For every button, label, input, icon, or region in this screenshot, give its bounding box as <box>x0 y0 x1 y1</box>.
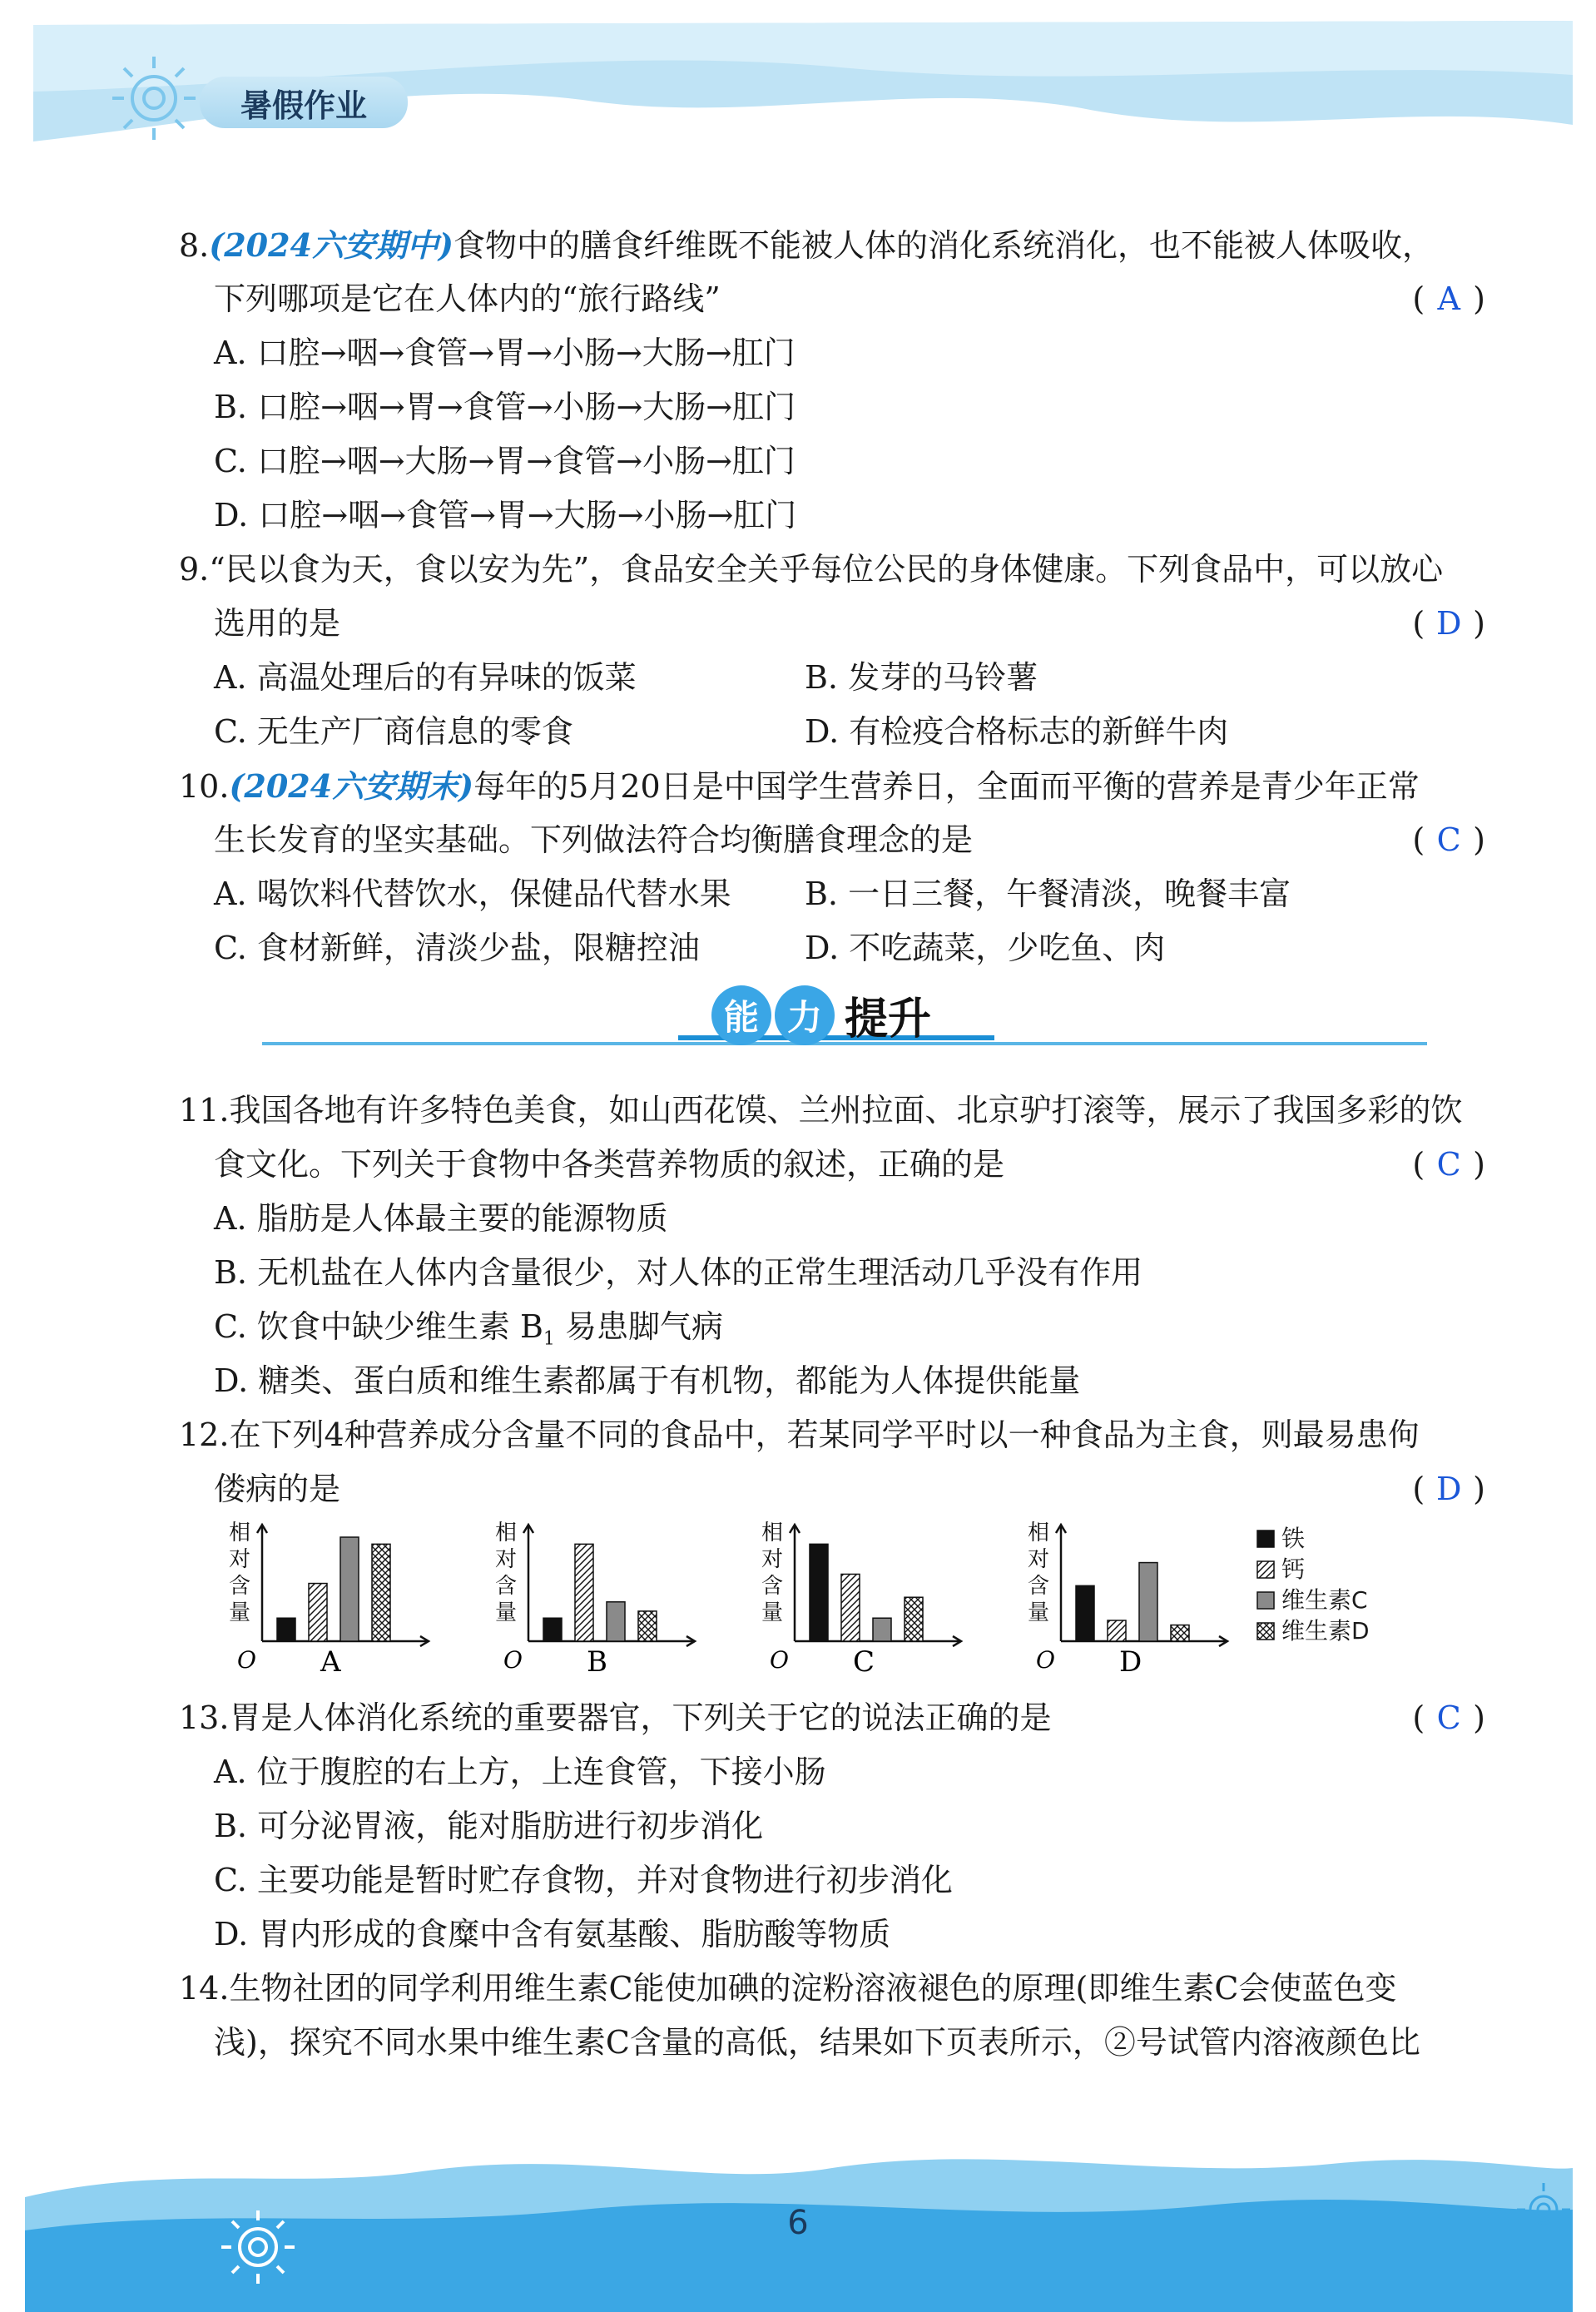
y-axis-label-char: 相 <box>761 1521 784 1545</box>
question-11-line2: 食文化。下列关于食物中各类营养物质的叙述，正确的是 ( C ) <box>179 1138 1485 1192</box>
option-row <box>179 651 1485 705</box>
answer-box: ( C ) <box>1412 1691 1485 1745</box>
option: A. 高温处理后的有异味的饭菜 <box>214 659 637 696</box>
panel-label: D <box>1119 1645 1142 1679</box>
section-title <box>179 984 1485 1075</box>
answer-value: D <box>1435 1471 1462 1507</box>
y-axis-label-char: 相 <box>1028 1521 1050 1545</box>
bar-铁 <box>277 1618 295 1641</box>
panel-label: B <box>587 1645 607 1679</box>
bar-铁 <box>810 1544 828 1641</box>
option: D. 糖类、蛋白质和维生素都属于有机物，都能为人体提供能量 <box>214 1362 1081 1399</box>
bar-铁 <box>543 1618 562 1641</box>
legend-label: 维生素D <box>1281 1617 1370 1645</box>
answer-value: C <box>1436 1699 1461 1736</box>
option: A. 喝饮料代替饮水，保健品代替水果 <box>214 876 731 912</box>
option: A. 口腔→咽→食管→胃→小肠→大肠→肛门 <box>214 335 796 371</box>
origin-label: O <box>237 1646 256 1674</box>
y-axis-label-char: 含 <box>495 1574 518 1599</box>
question-13-line1: 13.胃是人体消化系统的重要器官，下列关于它的说法正确的是 ( C ) <box>179 1691 1485 1745</box>
bar-维生素D <box>638 1611 657 1641</box>
y-axis-label-char: 含 <box>229 1574 251 1599</box>
legend-item <box>1256 1554 1370 1585</box>
answer-box: ( C ) <box>1412 1138 1485 1192</box>
legend-swatch <box>1257 1623 1274 1640</box>
origin-label: O <box>770 1646 789 1674</box>
bar-chart <box>495 1516 711 1683</box>
y-axis-label-char: 相 <box>495 1521 518 1545</box>
y-axis-label-char: 对 <box>1028 1547 1050 1572</box>
legend-label: 维生素C <box>1281 1586 1368 1614</box>
chart-legend <box>1256 1523 1370 1646</box>
y-axis-label-char: 对 <box>761 1547 784 1572</box>
y-axis-label-char: 量 <box>229 1600 251 1625</box>
question-14-line1: 14.生物社团的同学利用维生素C能使加碘的淀粉溶液褪色的原理(即维生素C会使蓝色变 <box>179 1970 1397 2007</box>
bar-钙 <box>841 1574 860 1641</box>
source-tag: (2024六安期中) <box>209 226 454 264</box>
answer-value: C <box>1436 821 1461 858</box>
y-axis-label-char: 含 <box>761 1574 784 1599</box>
option: B. 口腔→咽→胃→食管→小肠→大肠→肛门 <box>214 389 796 425</box>
option: D. 口腔→咽→食管→胃→大肠→小肠→肛门 <box>214 497 797 533</box>
y-axis-label-char: 含 <box>1028 1574 1050 1599</box>
bar-chart <box>761 1516 978 1683</box>
section-badge: 力 <box>775 985 835 1045</box>
option: A. 位于腹腔的右上方，上连食管，下接小肠 <box>214 1754 826 1790</box>
option: C. 口腔→咽→大肠→胃→食管→小肠→肛门 <box>214 443 796 479</box>
header-label: 暑假作业 <box>200 77 408 128</box>
option: B. 可分泌胃液，能对脂肪进行初步消化 <box>214 1808 764 1844</box>
option: B. 无机盐在人体内含量很少，对人体的正常生理活动几乎没有作用 <box>214 1254 1143 1291</box>
option: C. 饮食中缺少维生素 $B_1$ 易患脚气病 <box>214 1308 723 1350</box>
origin-label: O <box>1036 1646 1055 1674</box>
question-14-line2: 浅)，探究不同水果中维生素C含量的高低，结果如下页表所示，②号试管内溶液颜色比 <box>214 2024 1420 2061</box>
answer-box: ( D ) <box>1412 1462 1485 1516</box>
y-axis-label-char: 量 <box>495 1600 518 1625</box>
answer-value: C <box>1436 1146 1461 1183</box>
legend-item <box>1256 1523 1370 1554</box>
answer-value: D <box>1435 605 1462 642</box>
bar-chart <box>229 1516 445 1683</box>
legend-item <box>1256 1615 1370 1646</box>
option: C. 主要功能是暂时贮存食物，并对食物进行初步消化 <box>214 1862 953 1898</box>
source-tag: (2024六安期末) <box>229 767 474 805</box>
panel-label: C <box>853 1645 875 1679</box>
bar-维生素C <box>340 1537 359 1641</box>
section-heading: 提升 <box>845 995 932 1044</box>
nutrient-charts <box>179 1516 1485 1691</box>
bar-维生素C <box>1139 1563 1157 1641</box>
question-10-line1: 10.(2024六安期末)每年的5月20日是中国学生营养日，全面而平衡的营养是青少年正常 <box>179 767 1420 805</box>
question-8-line1: 8.(2024六安期中)食物中的膳食纤维既不能被人体的消化系统消化，也不能被人体吸收， <box>179 226 1435 264</box>
answer-value: A <box>1437 280 1460 317</box>
y-axis-label-char: 量 <box>761 1600 784 1625</box>
question-8-line2: 下列哪项是它在人体内的“旅行路线” ( A ) <box>179 272 1485 326</box>
bar-维生素D <box>1171 1625 1189 1641</box>
option: B. 一日三餐，午餐清淡，晚餐丰富 <box>805 876 1291 912</box>
option: D. 不吃蔬菜，少吃鱼、肉 <box>805 930 1166 966</box>
legend-item <box>1256 1585 1370 1615</box>
bar-维生素C <box>873 1618 891 1641</box>
question-11-line1: 11.我国各地有许多特色美食，如山西花馍、兰州拉面、北京驴打滚等，展示了我国多彩的饮 <box>179 1092 1463 1129</box>
option: A. 脂肪是人体最主要的能源物质 <box>214 1200 668 1237</box>
option: D. 有检疫合格标志的新鲜牛肉 <box>805 713 1229 750</box>
legend-swatch <box>1257 1531 1274 1547</box>
option: C. 食材新鲜，清淡少盐，限糖控油 <box>214 930 700 966</box>
y-axis-label-char: 对 <box>229 1547 251 1572</box>
bar-钙 <box>575 1544 593 1641</box>
question-12-line2: 偻病的是 ( D ) <box>179 1462 1485 1516</box>
y-axis-label-char: 对 <box>495 1547 518 1572</box>
option-row <box>179 705 1485 759</box>
section-badge: 能 <box>711 985 771 1045</box>
y-axis-label-char: 相 <box>229 1521 251 1545</box>
answer-box: ( A ) <box>1412 272 1485 326</box>
bar-钙 <box>309 1584 327 1641</box>
question-10-line2: 生长发育的坚实基础。下列做法符合均衡膳食理念的是 ( C ) <box>179 813 1485 867</box>
option: C. 无生产厂商信息的零食 <box>214 713 573 750</box>
question-12-line1: 12.在下列4种营养成分含量不同的食品中，若某同学平时以一种食品为主食，则最易患佝 <box>179 1416 1420 1453</box>
legend-swatch <box>1257 1592 1274 1609</box>
panel-label: A <box>320 1645 341 1679</box>
option-row <box>179 921 1485 975</box>
question-9-line2: 选用的是 ( D ) <box>179 597 1485 651</box>
page-content <box>179 218 1485 2070</box>
answer-box: ( D ) <box>1412 597 1485 651</box>
answer-box: ( C ) <box>1412 813 1485 867</box>
legend-label: 铁 <box>1281 1525 1306 1552</box>
bar-维生素D <box>905 1597 923 1641</box>
legend-swatch <box>1257 1561 1274 1578</box>
bar-铁 <box>1076 1585 1094 1641</box>
y-axis-label-char: 量 <box>1028 1600 1050 1625</box>
origin-label: O <box>503 1646 523 1674</box>
option: B. 发芽的马铃薯 <box>805 659 1038 696</box>
option-row <box>179 867 1485 921</box>
bar-维生素C <box>607 1602 625 1641</box>
bar-维生素D <box>372 1544 390 1641</box>
page-number: 6 <box>787 2204 809 2242</box>
bar-钙 <box>1108 1620 1126 1641</box>
bar-chart <box>1028 1516 1244 1683</box>
option: D. 胃内形成的食糜中含有氨基酸、脂肪酸等物质 <box>214 1916 891 1952</box>
question-9-line1: 9.“民以食为天，食以安为先”，食品安全关乎每位公民的身体健康。下列食品中，可以放心 <box>179 551 1444 588</box>
legend-label: 钙 <box>1281 1555 1306 1583</box>
